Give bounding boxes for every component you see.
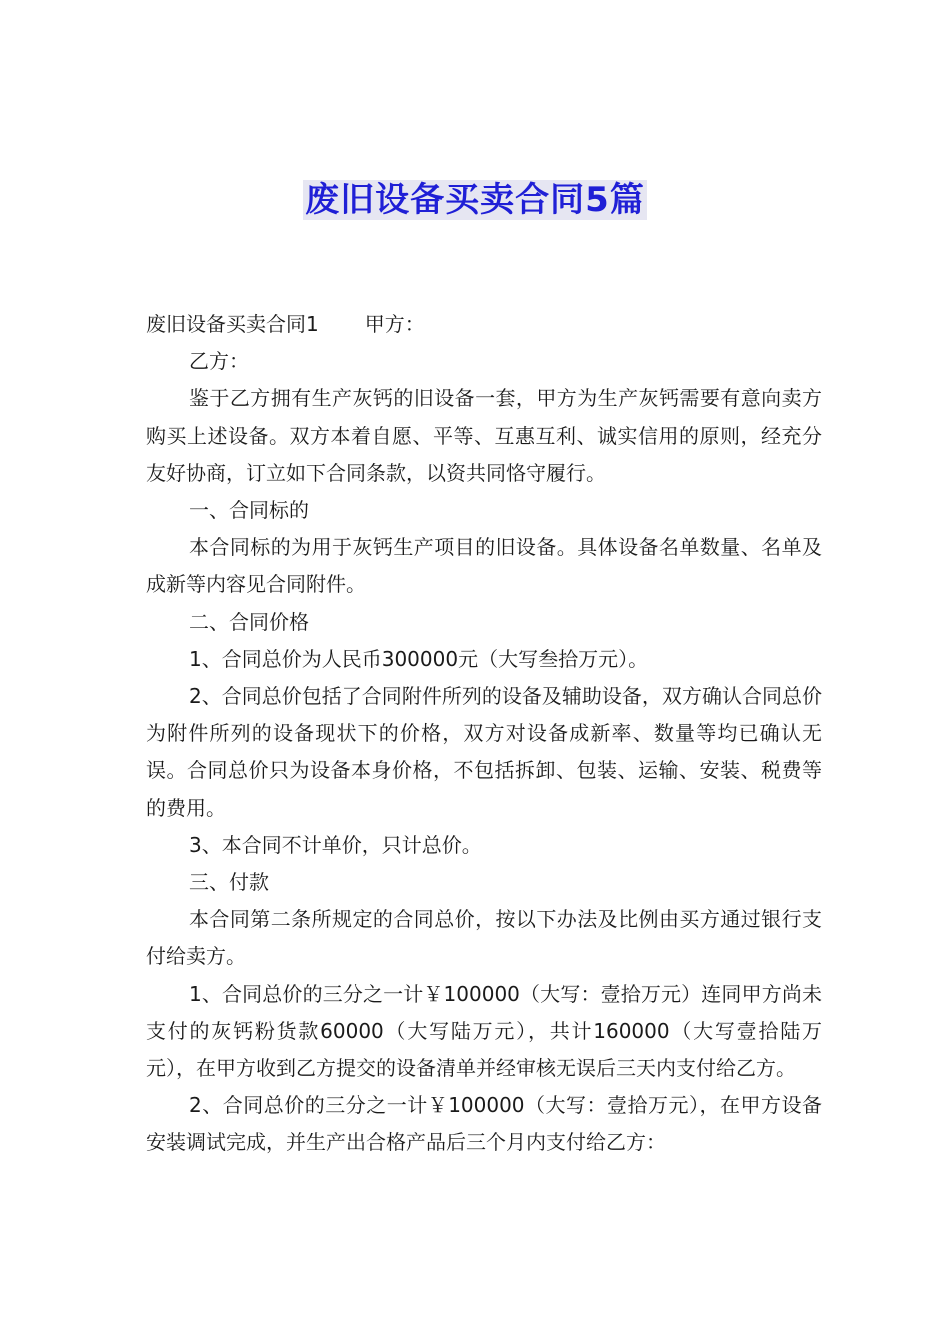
first-line: [146, 306, 822, 343]
party-a-label: 甲方：: [364, 312, 425, 336]
document-title: [0, 176, 950, 224]
section-heading-payment: 三、付款: [189, 870, 269, 895]
payment-clause-2: 2、合同总价的三分之一计￥100000（大写：壹拾万元），在甲方设备安装调试完成，并生产出合格产品后三个月内支付给乙方：: [146, 1093, 822, 1155]
preamble-paragraph: 鉴于乙方拥有生产灰钙的旧设备一套，甲方为生产灰钙需要有意向卖方购买上述设备。双方本着自愿、平等、互惠互利、诚实信用的原则，经充分友好协商，订立如下合同条款，以资共同恪守履行。: [146, 386, 822, 485]
payment-clause-1: 1、合同总价的三分之一计￥100000（大写：壹拾万元）连同甲方尚未支付的灰钙粉货款60000（大写陆万元），共计160000（大写壹拾陆万元），在甲方收到乙方提交的设备清单并经审核无误后三天内支付给乙方。: [146, 981, 822, 1081]
price-clause-3: 3、本合同不计单价，只计总价。: [189, 832, 482, 857]
price-clause-2: 2、合同总价包括了合同附件所列的设备及辅助设备，双方确认合同总价为附件所列的设备现状下的价格，双方对设备成新率、数量等均已确认无误。合同总价只为设备本身价格，不包括拆卸、包装、运输、安装、税费等的费用。: [146, 684, 822, 820]
section-heading-subject: 一、合同标的: [189, 498, 309, 523]
price-clause-1: 1、合同总价为人民币300000元（大写叁拾万元）。: [189, 646, 649, 671]
subject-paragraph: 本合同标的为用于灰钙生产项目的旧设备。具体设备名单数量、名单及成新等内容见合同附件。: [146, 535, 822, 597]
party-b-label: 乙方：: [189, 349, 249, 374]
document-title-text: 废旧设备买卖合同5篇: [305, 180, 645, 220]
contract-heading: 废旧设备买卖合同1: [146, 312, 319, 336]
payment-intro: 本合同第二条所规定的合同总价，按以下办法及比例由买方通过银行支付给卖方。: [146, 907, 822, 969]
section-heading-price: 二、合同价格: [189, 609, 309, 634]
document-body: [146, 306, 822, 1162]
